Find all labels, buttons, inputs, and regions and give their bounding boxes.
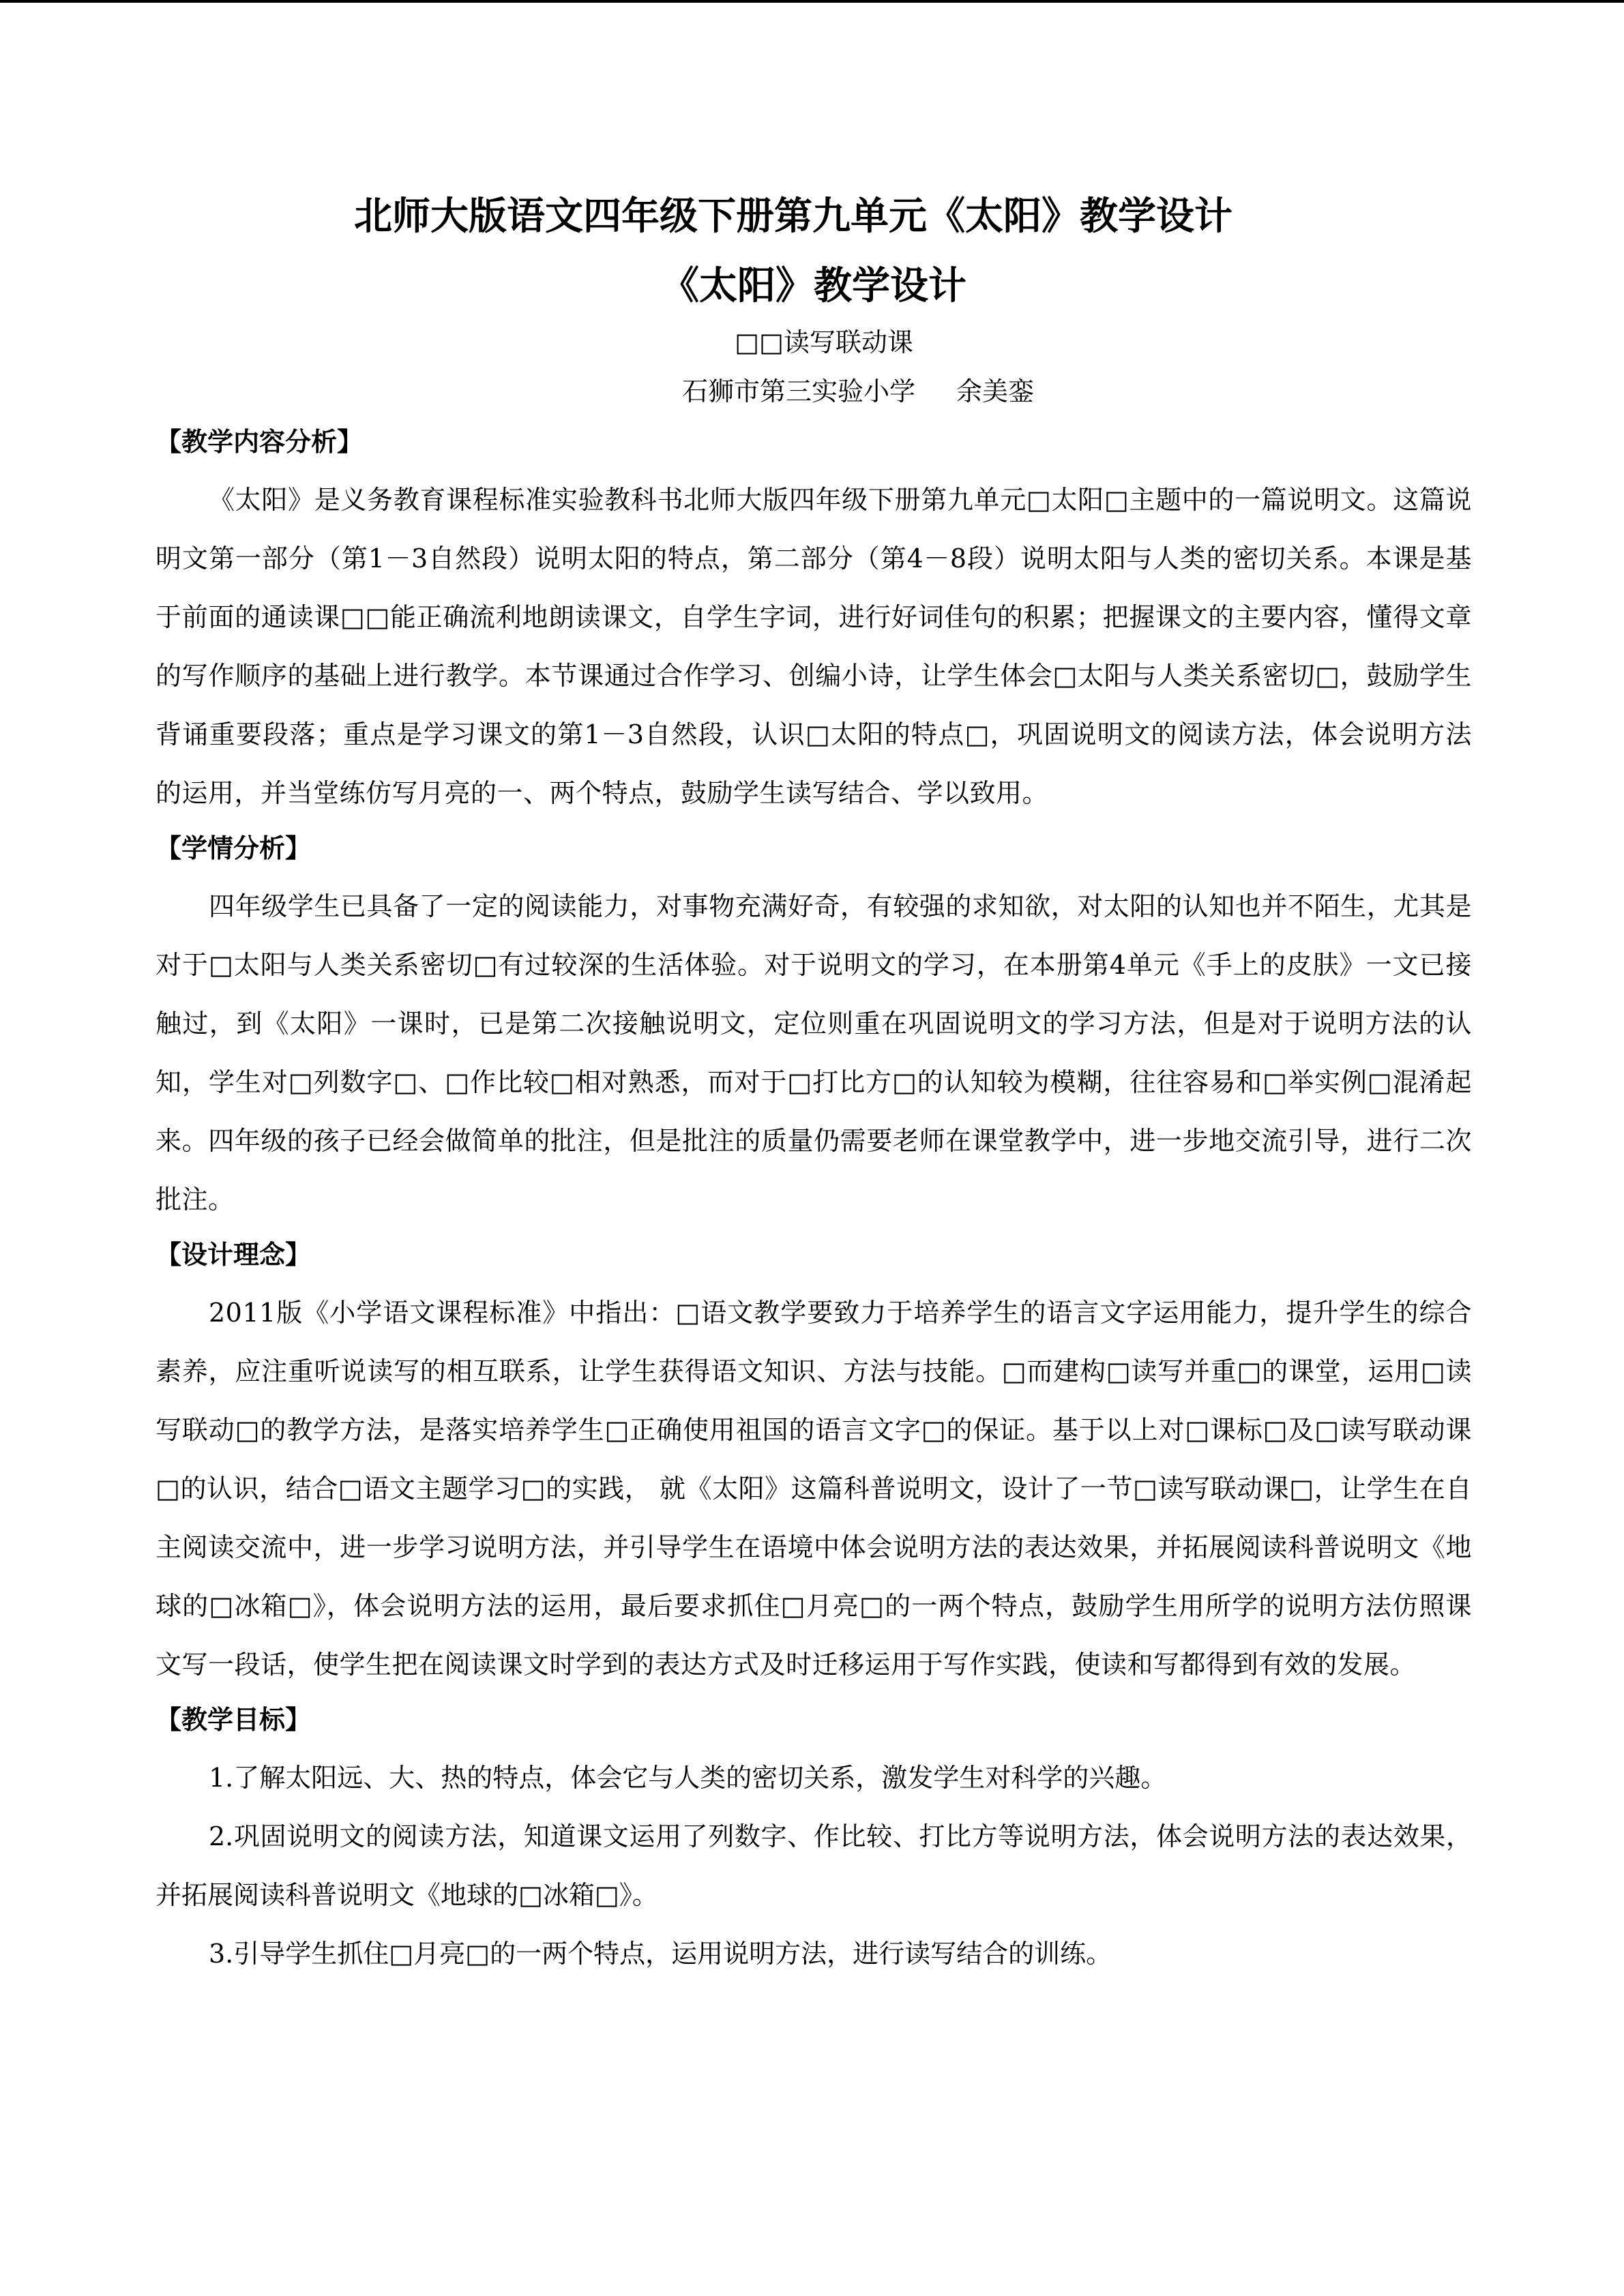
section-heading-content-analysis: 【教学内容分析】 bbox=[156, 427, 364, 457]
document-page bbox=[156, 191, 1472, 1983]
student-analysis-paragraph: 四年级学生已具备了一定的阅读能力，对事物充满好奇，有较强的求知欲，对太阳的认知也并不陌生，尤其是对于□太阳与人类关系密切□有过较深的生活体验。对于说明文的学习，在本册第4单元《手上的皮肤》一文已接触过，到《太阳》一课时，已是第二次接触说明文，定位则重在巩固说明文的学习方法，但是对于说明方法的认知，学生对□列数字□、□作比较□相对熟悉，而对于□打比方□的认知较为模糊，往往容易和□举实例□混淆起来。四年级的孩子已经会做简单的批注，但是批注的质量仍需要老师在课堂教学中，进一步地交流引导，进行二次批注。 bbox=[156, 891, 1472, 1214]
section-heading-student-analysis: 【学情分析】 bbox=[156, 833, 312, 863]
design-concept-paragraph: 2011版《小学语文课程标准》中指出：□语文教学要致力于培养学生的语言文字运用能力，提升学生的综合素养，应注重听说读写的相互联系，让学生获得语文知识、方法与技能。□而建构□读写并重□的课堂，运用□读写联动□的教学方法，是落实培养学生□正确使用祖国的语言文字□的保证。基于以上对□课标□及□读写联动课□的认识，结合□语文主题学习□的实践， 就《太阳》这篇科普说明文，设计了一节□读写联动课□，让学生在自主阅读交流中，进一步学习说明方法，并引导学生在语境中体会说明方法的表达效果，并拓展阅读科普说明文《地球的□冰箱□》，体会说明方法的运用，最后要求抓住□月亮□的一两个特点，鼓励学生用所学的说明方法仿照课文写一段话，使学生把在阅读课文时学到的表达方式及时迁移运用于写作实践，使读和写都得到有效的发展。 bbox=[156, 1298, 1472, 1680]
author-line bbox=[244, 372, 1472, 411]
document-subtitle-title: 《太阳》教学设计 bbox=[661, 264, 966, 308]
teaching-goal-item: 1.了解太阳远、大、热的特点，体会它与人类的密切关系，激发学生对科学的兴趣。 bbox=[209, 1763, 1167, 1793]
teaching-goal-item: 3.引导学生抓住□月亮□的一两个特点，运用说明方法，进行读写结合的训练。 bbox=[209, 1939, 1112, 1969]
lesson-type-line: □□读写联动课 bbox=[735, 327, 913, 357]
author-school: 石狮市第三实验小学 bbox=[681, 376, 915, 406]
section-heading-teaching-goals: 【教学目标】 bbox=[156, 1705, 312, 1735]
author-name: 余美銮 bbox=[956, 376, 1035, 406]
section-heading-design-concept: 【设计理念】 bbox=[156, 1240, 312, 1270]
teaching-goal-item: 2.巩固说明文的阅读方法，知道课文运用了列数字、作比较、打比方等说明方法，体会说明方法的表达效果，并拓展阅读科普说明文《地球的□冰箱□》。 bbox=[156, 1821, 1472, 1910]
content-analysis-paragraph: 《太阳》是义务教育课程标准实验教科书北师大版四年级下册第九单元□太阳□主题中的一篇说明文。这篇说明文第一部分（第1－3自然段）说明太阳的特点，第二部分（第4－8段）说明太阳与人类的密切关系。本课是基于前面的通读课□□能正确流利地朗读课文，自学生字词，进行好词佳句的积累；把握课文的主要内容，懂得文章的写作顺序的基础上进行教学。本节课通过合作学习、创编小诗，让学生体会□太阳与人类关系密切□，鼓励学生背诵重要段落；重点是学习课文的第1－3自然段，认识□太阳的特点□，巩固说明文的阅读方法，体会说明方法的运用，并当堂练仿写月亮的一、两个特点，鼓励学生读写结合、学以致用。 bbox=[156, 485, 1472, 808]
document-title: 北师大版语文四年级下册第九单元《太阳》教学设计 bbox=[354, 194, 1232, 239]
top-border-line bbox=[0, 0, 1624, 3]
